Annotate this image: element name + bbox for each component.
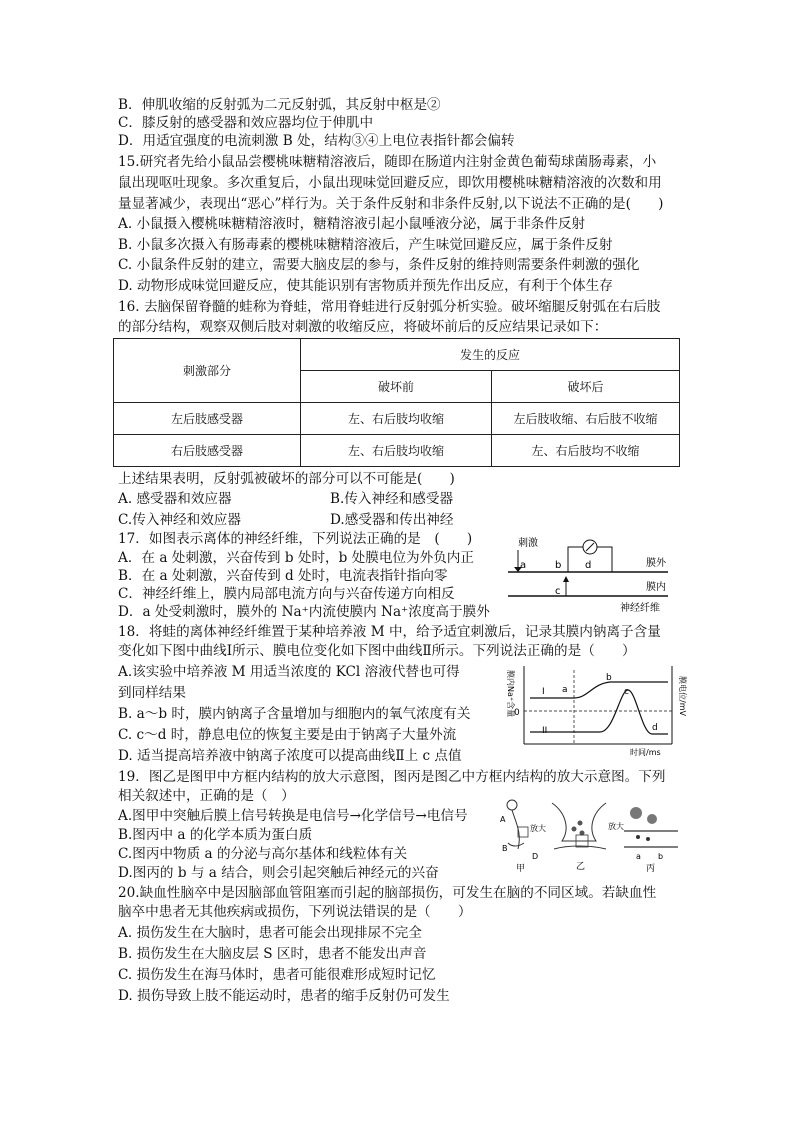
- q15-option-b: B. 小鼠多次摄入有肠毒素的樱桃味糖精溶液后，产生味觉回避反应，属于条件反射: [118, 237, 613, 253]
- table-cell: 左、右后肢均收缩: [301, 403, 492, 435]
- table-cell: 左、右后肢均不收缩: [492, 435, 680, 467]
- q19-stem-1: 19．图乙是图甲中方框内结构的放大示意图，图丙是图乙中方框内结构的放大示意图。下列: [118, 769, 666, 785]
- fig18-curve2-label: II: [542, 726, 548, 736]
- fig19-label-bing: 丙: [646, 864, 656, 874]
- q20-stem-1: 20.缺血性脑卒中是因脑部血管阻塞而引起的脑部损伤，可发生在脑的不同区域。若缺血性: [118, 885, 657, 901]
- q16-question: 上述结果表明，反射弧被破坏的部分可以不可能是( ): [118, 471, 455, 487]
- fig19-label-jia: 甲: [516, 864, 526, 874]
- q17-option-a: A．在 a 处刺激，兴奋传到 b 处时，b 处膜电位为外负内正: [118, 550, 474, 566]
- fig17-point-a: a: [520, 560, 527, 571]
- q16-option-d: D.感受器和传出神经: [330, 512, 454, 528]
- fig18-point-a: a: [562, 685, 568, 695]
- q18-stem-2: 变化如下图中曲线Ⅰ所示、膜电位变化如下图中曲线Ⅱ所示。下列说法正确的是（ ）: [118, 643, 636, 659]
- q15-option-c: C. 小鼠条件反射的建立，需要大脑皮层的参与，条件反射的维持则需要条件刺激的强化: [118, 257, 640, 273]
- q19-option-c: C.图丙中物质 a 的分泌与高尔基体和线粒体有关: [118, 846, 408, 862]
- fig18-xlabel: 时间/ms: [630, 748, 661, 757]
- fig19-enlarge-1: 放大: [530, 824, 546, 833]
- fig18-curve1: [530, 682, 668, 698]
- fig19-label-yi: 乙: [576, 862, 586, 872]
- q17-option-d: D．a 处受刺激时，膜外的 Na⁺内流使膜内 Na⁺浓度高于膜外: [118, 604, 490, 620]
- fig17-point-c: c: [555, 586, 561, 597]
- fig17-point-d: d: [585, 560, 592, 571]
- table-cell: 左后肢收缩、右后肢不收缩: [492, 403, 680, 435]
- q19-option-b: B.图丙中 a 的化学本质为蛋白质: [118, 827, 313, 843]
- fig19-label-D: D: [532, 852, 539, 861]
- q19-option-d: D.图丙的 b 与 a 结合，则会引起突触后神经元的兴奋: [118, 865, 439, 881]
- fig18-point-b: b: [606, 673, 612, 683]
- fig19-neuron-body: [507, 800, 517, 810]
- table-cell: 左后肢感受器: [114, 403, 301, 435]
- fig19-label-a: a: [636, 852, 641, 861]
- q17-nerve-fiber-figure: [500, 533, 680, 615]
- q18-option-b: B. a～b 时，膜内钠离子含量增加与细胞内的氧气浓度有关: [118, 706, 471, 722]
- fig19-label-B: B: [502, 844, 508, 853]
- table-header-reaction: 发生的反应: [301, 339, 680, 371]
- table-header-before: 破坏前: [301, 371, 492, 403]
- fig19-postsynaptic-membrane: [554, 846, 606, 849]
- q14-option-d: D．用适宜强度的电流刺激 B 处，结构③④上电位表指针都会偏转: [118, 133, 515, 149]
- q15-option-d: D. 动物形成味觉回避反应，使其能识别有害物质并预先作出反应，有利于个体生存: [118, 278, 613, 294]
- q20-option-c: C. 损伤发生在海马体时，患者可能很难形成短时记忆: [118, 967, 436, 983]
- q20-option-a: A. 损伤发生在大脑时，患者可能会出现排尿不完全: [118, 925, 422, 941]
- fig18-curve1-label: I: [542, 687, 545, 697]
- fig17-inside-label: 膜内: [646, 582, 666, 593]
- fig19-transmitter: [636, 835, 640, 839]
- fig18-zero: 0: [514, 708, 520, 718]
- fig17-arrow-c: [563, 576, 569, 582]
- table-header-after: 破坏后: [492, 371, 680, 403]
- fig18-ylabel-left: 膜内Na⁺含量: [506, 670, 515, 718]
- q17-option-b: B．在 a 处刺激，兴奋传到 d 处时，电流表指针指向零: [118, 568, 448, 584]
- q16-stem-2: 的部分结构，观察双侧后肢对刺激的收缩反应，将破坏前后的反应结果记录如下：: [118, 319, 608, 335]
- fig18-curve2: [530, 690, 668, 734]
- fig18-point-d: d: [652, 723, 658, 733]
- fig19-label-A: A: [500, 815, 506, 824]
- q19-stem-2: 相关叙述中，正确的是（ ）: [118, 788, 295, 804]
- fig19-dendrite: [508, 843, 524, 846]
- q20-option-b: B. 损伤发生在大脑皮层 S 区时，患者不能发出声音: [118, 946, 427, 962]
- q18-stem-1: 18．将蛙的离体神经纤维置于某种培养液 M 中，给予适宜刺激后，记录其膜内钠离子含量: [118, 624, 661, 640]
- table-header-stim: 刺激部分: [114, 339, 301, 403]
- q18-option-a-2: 到同样结果: [118, 685, 186, 701]
- q17-stem: 17．如图表示离体的神经纤维，下列说法正确的是 ( ): [118, 531, 473, 547]
- q15-stem-1: 15.研究者先给小鼠品尝樱桃味糖精溶液后，随即在肠道内注射金黄色葡萄球菌肠毒素，小: [118, 154, 657, 170]
- q16-option-a: A. 感受器和效应器: [118, 491, 232, 507]
- fig19-transmitter: [646, 837, 650, 841]
- q19-option-a: A.图甲中突触后膜上信号转换是电信号→化学信号→电信号: [118, 808, 468, 824]
- fig19-vesicle-large: [630, 807, 642, 819]
- q14-option-b: B．伸肌收缩的反射弧为二元反射弧，其反射中枢是②: [118, 97, 441, 113]
- q15-stem-2: 鼠出现呕吐现象。多次重复后，小鼠出现味觉回避反应，即饮用樱桃味糖精溶液的次数和用: [118, 175, 662, 191]
- q16-table: [113, 338, 680, 467]
- q17-option-c: C．神经纤维上，膜内局部电流方向与兴奋传递方向相反: [118, 586, 455, 602]
- table-row: [114, 403, 680, 435]
- fig19-label-b: b: [658, 852, 664, 861]
- table-row: [114, 435, 680, 467]
- fig17-fiber-label: 神经纤维: [620, 603, 660, 614]
- fig17-stimulus-label: 刺激: [518, 538, 538, 549]
- q16-stem-1: 16. 去脑保留脊髓的蛙称为脊蛙，常用脊蛙进行反射弧分析实验。破坏缩腿反射弧在右后肢: [118, 299, 661, 315]
- q15-option-a: A. 小鼠摄入樱桃味糖精溶液时，糖精溶液引起小鼠唾液分泌，属于非条件反射: [118, 216, 586, 232]
- fig17-outside-label: 膜外: [646, 558, 666, 569]
- q18-graph-figure: [502, 662, 694, 758]
- q16-option-b: B.传入神经和感受器: [330, 491, 454, 507]
- q16-option-c: C.传入神经和效应器: [118, 512, 241, 528]
- fig17-point-b: b: [555, 560, 562, 571]
- fig18-point-c: c: [624, 687, 629, 697]
- q18-option-a-1: A.该实验中培养液 M 用适当浓度的 KCl 溶液代替也可得: [118, 664, 460, 680]
- q18-option-d: D. 适当提高培养液中钠离子浓度可以提高曲线Ⅱ上 c 点值: [118, 748, 462, 764]
- q15-stem-3: 量显著减少，表现出“恶心”样行为。关于条件反射和非条件反射,以下说法不正确的是( ): [118, 196, 664, 212]
- fig19-enlarge-2: 放大: [608, 822, 624, 831]
- q14-option-c: C．膝反射的感受器和效应器均位于伸肌中: [118, 115, 374, 131]
- q20-stem-2: 脑卒中患者无其他疾病或损伤，下列说法错误的是（ ）: [118, 904, 472, 920]
- table-cell: 左、右后肢均收缩: [301, 435, 492, 467]
- fig19-vesicle-large: [647, 814, 657, 824]
- q18-option-c: C. c～d 时，静息电位的恢复主要是由于钠离子大量外流: [118, 727, 457, 743]
- q19-synapse-figure: [496, 793, 684, 875]
- table-cell: 右后肢感受器: [114, 435, 301, 467]
- q20-option-d: D. 损伤导致上肢不能运动时，患者的缩手反射仍可发生: [118, 988, 450, 1004]
- fig19-vesicle: [578, 821, 583, 826]
- fig18-ylabel-right: 膜电位/mV: [678, 676, 687, 716]
- fig19-vesicle: [572, 827, 577, 832]
